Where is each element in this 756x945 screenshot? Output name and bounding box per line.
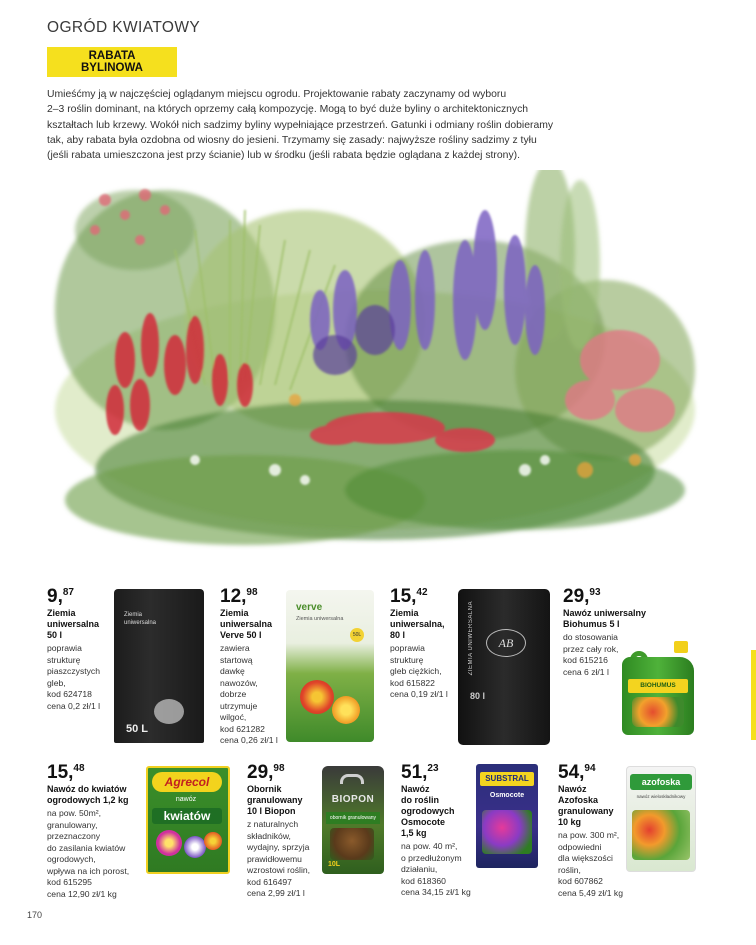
product-ziemia-uniwersalna-80l (390, 587, 458, 701)
pack-sub: Osmocote (489, 792, 525, 799)
price (47, 763, 147, 782)
pack-volume: 10L (328, 861, 341, 868)
intro-line: tak, aby rabata była ozdobna od wiosny do jesieni. Trzymamy się zasady: najwyższe rośliny sadzimy z tyłu (47, 134, 537, 146)
pack-sub: obornik granulowany (326, 812, 380, 824)
pack-volume: 50 L (126, 723, 149, 735)
price-decimal: 42 (416, 587, 428, 598)
pack-brand: azofoska (630, 774, 692, 790)
side-tab-marker (751, 650, 756, 740)
product-osmocote (401, 763, 481, 899)
price-decimal: 98 (246, 587, 258, 598)
pack-brand: SUBSTRAL (480, 772, 534, 786)
product-name: Obornik granulowany 10 l Biopon (247, 784, 303, 816)
product-description: zawiera startową dawkę nawozów, dobrze utrzymuje wilgoć, kod 621282 cena 0,26 zł/1 l (220, 643, 278, 745)
product-name: Nawóz Azofoska granulowany 10 kg (558, 784, 614, 827)
product-name: Ziemia uniwersalna Verve 50 l (220, 608, 273, 640)
price (220, 587, 288, 606)
pack-sub: kwiatów (152, 808, 222, 824)
product-ziemia-verve-50l (220, 587, 288, 747)
pack-brand: Agrecol (152, 772, 222, 792)
price (563, 587, 663, 606)
badge-line-1: RABATA (88, 50, 136, 62)
garden-illustration (45, 170, 700, 560)
intro-line: kształtach lub krzewy. Wokół nich sadzimy byliny wypełniające przestrzeń. Gatunki i odmiany roślin dobieramy (47, 119, 554, 131)
price (401, 763, 481, 782)
pack-brand: verve (296, 602, 323, 613)
pack-brand: BIOHUMUS (628, 679, 688, 693)
price (390, 587, 458, 606)
product-description: z naturalnych składników, wydajny, sprzyja prawidłowemu wzrostowi roślin, kod 616497 cena 2,99 zł/1 l (247, 819, 311, 898)
price-integer: 29, (563, 586, 590, 607)
pack-sub: nawóz wieloskładnikowy (636, 794, 686, 799)
pack-volume: 80 l (470, 691, 486, 701)
pack-sub: Ziemia uniwersalna (296, 616, 344, 622)
product-nawoz-do-kwiatow (47, 763, 147, 900)
product-image-agrecol-box (146, 766, 230, 874)
pack-brand: AB (486, 629, 526, 657)
product-name: Nawóz do roślin ogrodowych Osmocote 1,5 kg (401, 784, 455, 838)
product-description: na pow. 50m², granulowany, przeznaczony do zasilania kwiatów ogrodowych, wpływa na ich porost, kod 615295 cena 12,90 zł/1 kg (47, 808, 130, 899)
price-integer: 15, (47, 762, 74, 783)
pack-top: nawóz (175, 796, 197, 803)
product-ziemia-uniwersalna-50l (47, 587, 115, 712)
product-description: na pow. 40 m², o przedłużonym działaniu, kod 618360 cena 34,15 zł/1 kg (401, 841, 471, 897)
product-description: poprawia strukturę gleb ciężkich, kod 615822 cena 0,19 zł/1 l (390, 643, 448, 699)
section-title: OGRÓD KWIATOWY (47, 19, 201, 36)
pack-sub: uniwersalna (124, 620, 157, 626)
badge-line-2: BYLINOWA (81, 62, 143, 74)
pack-sub: ZIEMIA UNIWERSALNA (468, 601, 474, 676)
pack-volume: 50L (350, 628, 364, 642)
price (47, 587, 115, 606)
product-image-soil-bag-black (114, 589, 204, 743)
product-description: poprawia strukturę piaszczystych gleb, kod 624718 cena 0,2 zł/1 l (47, 643, 101, 711)
product-description: do stosowania przez cały rok, kod 615216 cena 6 zł/1 l (563, 632, 619, 677)
product-description: na pow. 300 m², odpowiedni dla większości roślin, kod 607862 cena 5,49 zł/1 kg (558, 830, 623, 898)
intro-line: (jeśli rabata umieszczona jest przy ścianie) lub w środku (jeśli rabata będzie oglądana z każdej strony). (47, 150, 520, 162)
product-image-biohumus-canister (622, 641, 694, 735)
product-image-biopon-bag (322, 766, 384, 874)
pack-brand: BIOPON (331, 794, 375, 805)
product-obornik-biopon (247, 763, 327, 900)
price-integer: 51, (401, 762, 428, 783)
pack-brand: Ziemia (124, 612, 143, 618)
intro-paragraph (47, 87, 657, 163)
page-number: 170 (27, 910, 43, 920)
product-image-substral-box (476, 764, 538, 868)
price-decimal: 23 (427, 763, 439, 774)
price-decimal: 94 (584, 763, 596, 774)
product-image-azofoska-bag (626, 766, 696, 872)
product-image-verve-soil-bag (286, 590, 374, 742)
price-integer: 15, (390, 586, 417, 607)
price-integer: 54, (558, 762, 585, 783)
price-decimal: 98 (273, 763, 285, 774)
intro-line: Umieśćmy ją w najczęściej oglądanym miejscu ogrodu. Projektowanie rabaty zaczynamy od wyboru (47, 89, 507, 100)
category-badge (47, 47, 177, 77)
product-name: Ziemia uniwersalna 50 l (47, 608, 100, 640)
intro-line: 2–3 roślin dominant, na których oprzemy całą kompozycję. Mogą to być duże byliny o architektonicznych (47, 104, 529, 116)
price-decimal: 48 (73, 763, 85, 774)
price (247, 763, 327, 782)
product-image-ab-soil-bag (458, 589, 550, 745)
price-decimal: 93 (589, 587, 601, 598)
product-name: Ziemia uniwersalna, 80 l (390, 608, 445, 640)
price-decimal: 87 (62, 587, 74, 598)
price-integer: 12, (220, 586, 247, 607)
product-name: Nawóz uniwersalny Biohumus 5 l (563, 608, 647, 629)
price-integer: 29, (247, 762, 274, 783)
price-integer: 9, (47, 586, 63, 607)
product-name: Nawóz do kwiatów ogrodowych 1,2 kg (47, 784, 129, 805)
